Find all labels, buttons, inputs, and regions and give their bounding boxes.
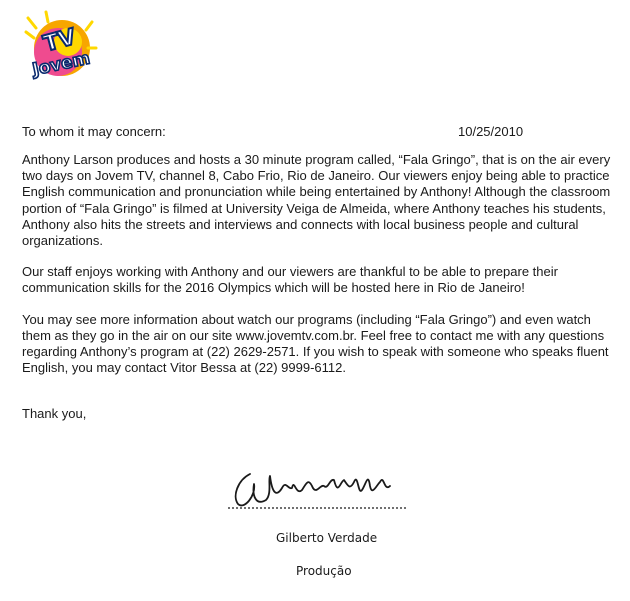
closing: Thank you, (22, 406, 87, 421)
tv-jovem-logo (18, 8, 100, 86)
letter-date: 10/25/2010 (458, 124, 524, 139)
logo-tv-text: TV (41, 24, 79, 58)
logo-jovem-text: Jovem (30, 48, 92, 81)
paragraph-staff: Our staff enjoys working with Anthony and our viewers are thankful to be able to prepare their communication skills for the 2016 Olympics which will be hosted here in Rio de Janeiro! (22, 264, 558, 296)
signer-name: Gilberto Verdade (276, 531, 378, 545)
signer-role: Produção (296, 564, 352, 578)
handwritten-signature (222, 466, 412, 514)
letter-body (22, 152, 622, 391)
salutation: To whom it may concern: (22, 124, 166, 139)
paragraph-intro: Anthony Larson produces and hosts a 30 minute program called, “Fala Gringo”, that is on the air every two days on Jovem TV, channel 8, Cabo Frio, Rio de Janeiro. Our viewers enjoy being able to practice English communication and pronunciation while being entertained by Anthony! Although the classroom portion of “Fala Gringo” is filmed at University Veiga de Almeida, where Anthony teaches his students, Anthony also hits the streets and interviews and connects with local business people and cultural organizations. (22, 152, 611, 249)
paragraph-contact: You may see more information about watch our programs (including “Fala Gringo”) and even watch them as they go in the air on our site www.jovemtv.com.br. Feel free to contact me with any questions regarding Anthony’s program at (22) 2629-2571. If you wish to speak with someone who speaks fluent English, you may contact Vitor Bessa at (22) 9999-6112. (22, 311, 609, 376)
